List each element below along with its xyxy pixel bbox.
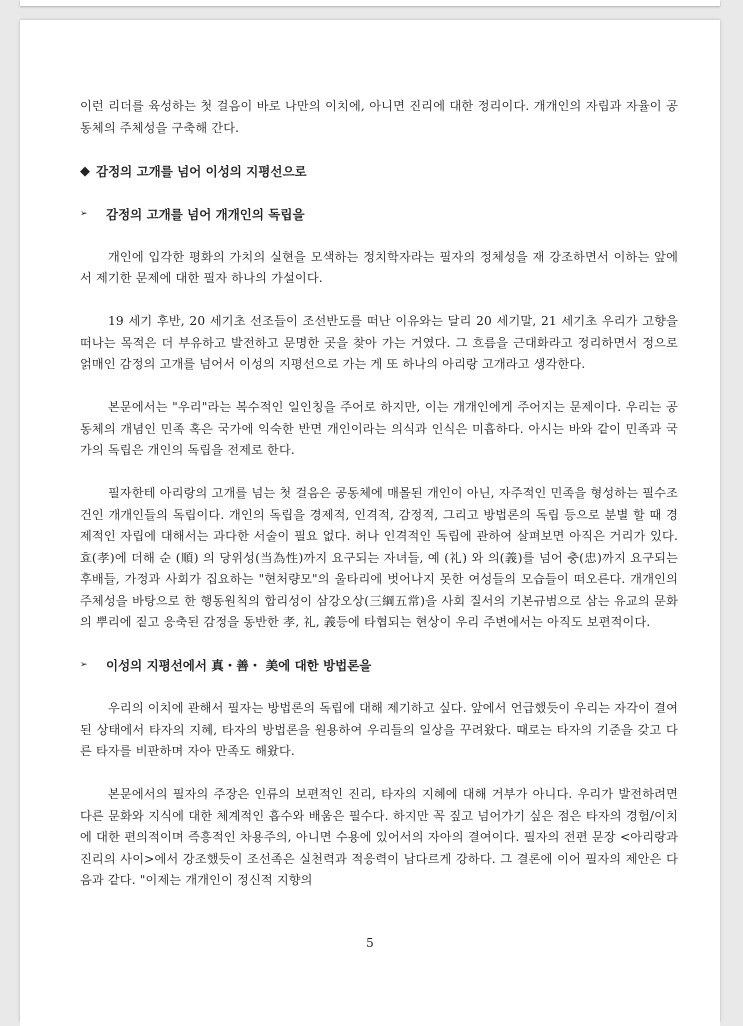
paragraph: 이런 리더를 육성하는 첫 걸음이 바로 나만의 이치에, 아니면 진리에 대한 정리이다. 개개인의 자립과 자율이 공동체의 주체성을 구축해 간다. (80, 99, 678, 135)
heading-text: 감정의 고개를 넘어 개개인의 독립을 (106, 206, 305, 222)
heading-text: 이성의 지평선에서 真・善・ 美에 대한 방법론을 (106, 658, 372, 673)
paragraph: 개인에 입각한 평화의 가치의 실현을 모색하는 정치학자라는 필자의 정체성을 재 강조하면서 이하는 앞에서 제기한 문제에 대한 필자 하나의 가설이다. (80, 249, 678, 285)
subsection-heading (80, 204, 678, 226)
arrow-bullet-icon: ➢ (80, 660, 88, 670)
heading-text: 감정의 고개를 넘어 이성의 지평선으로 (96, 163, 307, 179)
paragraph: 필자한테 아리랑의 고개를 넘는 첫 걸음은 공동체에 매몰된 개인이 아닌, 자주적인 민족을 형성하는 필수조건인 개개인들의 독립이다. 개인의 독립을 경제적, 인격적, 감정적, 그리고 방법론의 독립 등으로 분별 할 때 경제적인 자립에 대해서는 과다한 서술이 필요 없다. 허나 인격적인 독립에 관하여 살펴보면 아직은 거리가 있다. 효(孝)에 더해 순 (順) 의 당위성(当為性)까지 요구되는 자녀들, 예 (礼) 와 의(義)를 넘어 충(忠)까지 요구되는 후배들, 가정과 사회가 집요하는 "현처량모"의 울타리에 벗어나지 못한 여성들의 모습들이 떠오른다. 개개인의 주체성을 바탕으로 한 행동원칙의 합리성이 삼강오상(三綱五常)을 사회 질서의 기본규범으로 삼는 유교의 문화의 뿌리에 짙고 응축된 감정을 동반한 孝, 礼, 義등에 타협되는 현상이 우리 주변에서는 아직도 보편적이다. (80, 486, 678, 629)
paragraph: 우리의 이치에 관해서 필자는 방법론의 독립에 대해 제기하고 싶다. 앞에서 언급했듯이 우리는 자각이 결여된 상태에서 타자의 지혜, 타자의 방법론을 원용하여 우리들의 일상을 꾸려왔다. 때로는 타자의 기준을 갖고 다른 타자를 비판하며 자아 만족도 해왔다. (80, 701, 678, 758)
page-content (80, 96, 678, 913)
previous-page-edge (20, 0, 720, 6)
subsection-heading (80, 655, 678, 677)
next-page-edge (20, 1016, 720, 1026)
paragraph: 본문에서는 "우리"라는 복수적인 일인칭을 주어로 하지만, 이는 개개인에게 주어지는 문제이다. 우리는 공동체의 개념인 민족 혹은 국가에 익숙한 반면 개인이라는 의식과 인식은 미흡하다. 아시는 바와 같이 민족과 국가의 독립은 개인의 독립을 전제로 한다. (80, 400, 678, 457)
diamond-bullet-icon: ◆ (80, 163, 90, 179)
paragraph: 본문에서의 필자의 주장은 인류의 보편적인 진리, 타자의 지혜에 대해 거부가 아니다. 우리가 발전하려면 다른 문화와 지식에 대한 체계적인 흡수와 배움은 필수다. 하지만 꼭 짚고 넘어가기 싶은 점은 타자의 경험/이치에 대한 편의적이며 즉흥적인 차용주의, 아니면 수용에 있어서의 자아의 결여이다. 필자의 전편 문장 <아리랑과 진리의 사이>에서 강조했듯이 조선족은 실천력과 적응력이 남다르게 강하다. 그 결론에 이어 필자의 제안은 다음과 같다. "이제는 개개인이 정신적 지향의 (80, 787, 678, 887)
arrow-bullet-icon: ➢ (80, 208, 88, 219)
page-number: 5 (366, 936, 374, 950)
section-heading (80, 161, 678, 183)
document-page (20, 20, 720, 1022)
paragraph: 19 세기 후반, 20 세기초 선조들이 조선반도를 떠난 이유와는 달리 20 세기말, 21 세기초 우리가 고향을 떠나는 목적은 더 부유하고 발전하고 문명한 곳을 찾아 가는 거였다. 그 흐름을 근대화라고 정리하면서 정으로 얽매인 감정의 고개를 넘어서 이성의 지평선으로 가는 게 또 하나의 아리랑 고개라고 생각한다. (80, 314, 678, 371)
